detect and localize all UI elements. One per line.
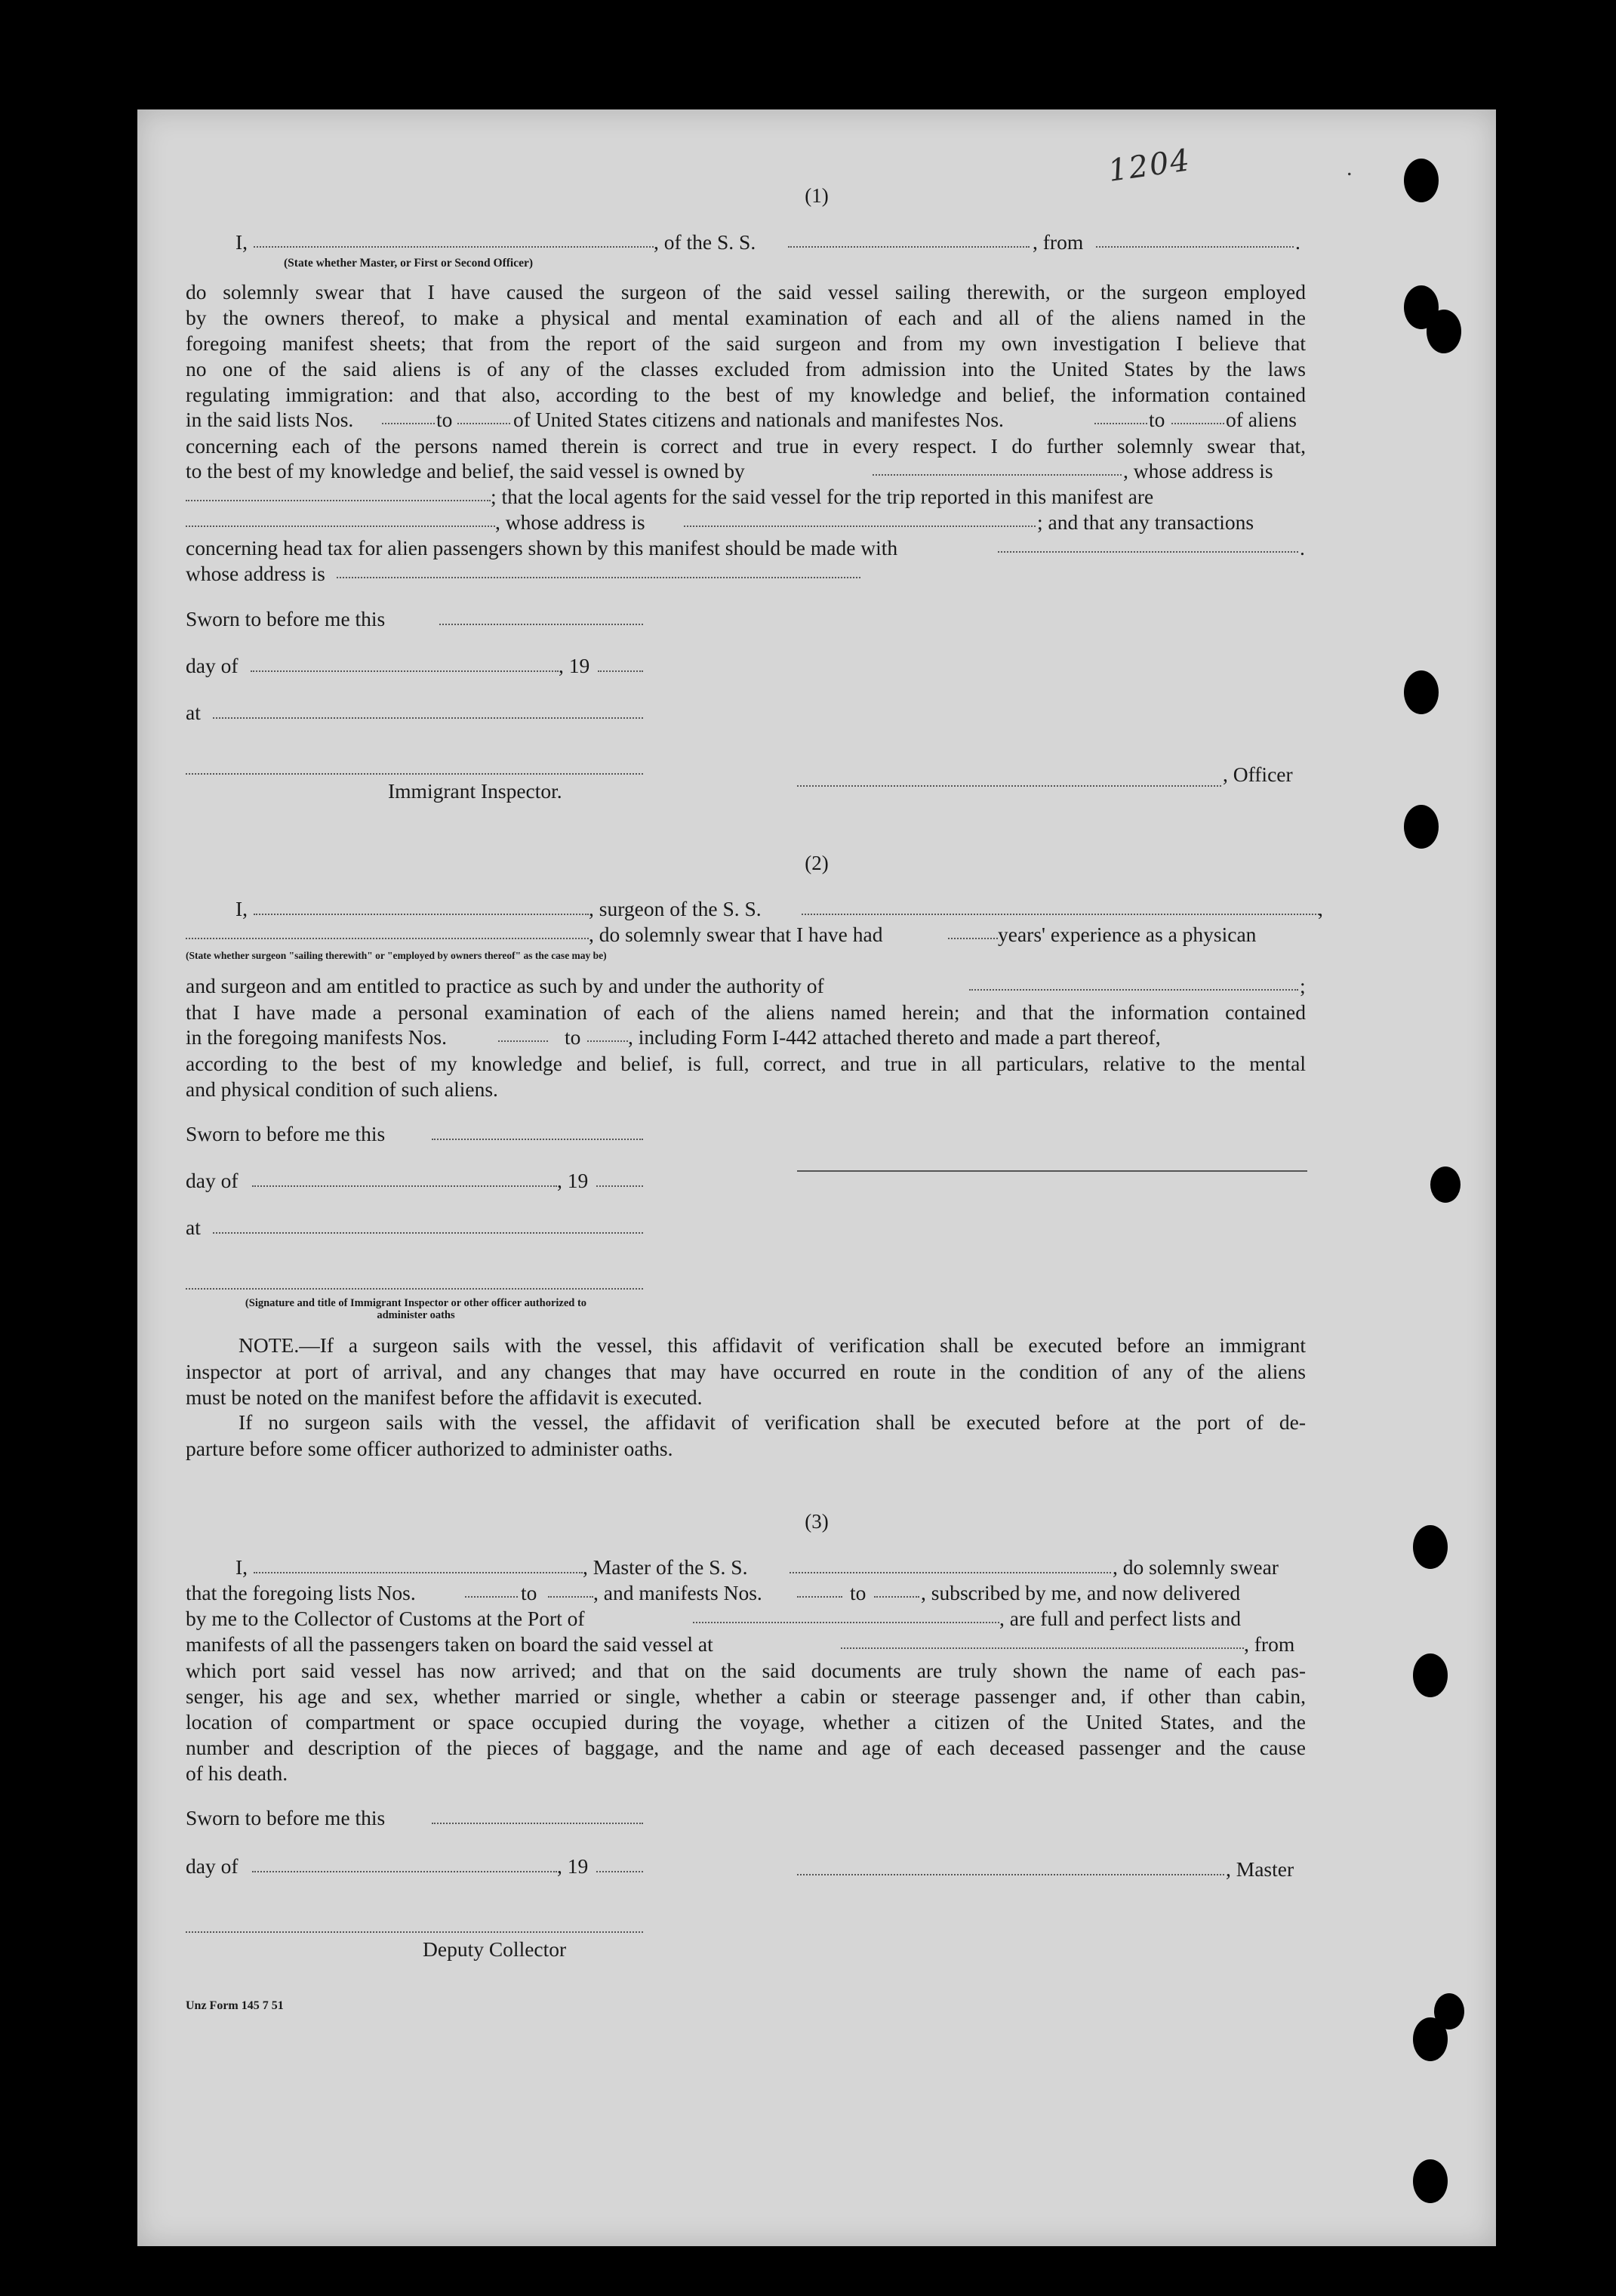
s3-manifests-to-blank[interactable]: [874, 1596, 919, 1598]
s2-capacity-blank[interactable]: [186, 938, 589, 939]
s2-caption: (State whether surgeon "sailing therewith" or "employed by owners thereof" as the case may be): [186, 950, 607, 961]
s1-officer-sig-blank[interactable]: [797, 785, 1221, 787]
s1-year-label: , 19: [559, 654, 590, 677]
s1-year-blank[interactable]: [598, 670, 643, 672]
s2-para-line: and physical condition of such aliens.: [186, 1077, 498, 1101]
s3-para-line: senger, his age and sex, whether married or single, whether a cabin or steerage passenger and, if other than cabin,: [186, 1684, 1306, 1708]
s1-officer-blank[interactable]: [254, 246, 654, 248]
s2-physican-label: years' experience as a physican: [998, 923, 1257, 946]
s1-para-line: do solemnly swear that I have caused the surgeon of the said vessel sailing therewith, or the surgeon employed: [186, 280, 1306, 304]
s3-year-label: , 19: [557, 1854, 589, 1878]
s1-at-label: at: [186, 701, 201, 724]
punch-hole: [1434, 1993, 1464, 2029]
s2-form-label: , including Form I-442 attached thereto and made a part thereof,: [628, 1025, 1161, 1049]
s1-lists-to-blank[interactable]: [457, 423, 510, 424]
s1-headtax-blank[interactable]: [998, 551, 1298, 553]
s3-deputy-label: Deputy Collector: [423, 1937, 567, 1961]
s1-transactions-label: ; and that any transactions: [1037, 510, 1254, 534]
s3-para-line: number and description of the pieces of baggage, and the name and age of each deceased passenger and the cause: [186, 1736, 1306, 1759]
s1-para-line: by the owners thereof, to make a physical and mental examination of each and all of the aliens named in the: [186, 306, 1306, 329]
s1-owner-blank[interactable]: [873, 474, 1122, 476]
s3-day-blank[interactable]: [252, 1871, 557, 1872]
s3-to-label: to: [521, 1581, 537, 1604]
ink-mark: .: [1347, 156, 1353, 180]
s1-dayof-label: day of: [186, 654, 239, 677]
s3-ship-blank[interactable]: [790, 1572, 1111, 1573]
s1-para-line: regulating immigration: and that also, according to the best of my knowledge and belief, the information contained: [186, 383, 1306, 406]
form-number: Unz Form 145 7 51: [186, 1999, 284, 2012]
s1-to-label-2: to: [1149, 408, 1165, 431]
s2-i-label: I,: [235, 897, 248, 920]
s3-manifests-label: , and manifests Nos.: [593, 1581, 762, 1604]
s2-sworn-blank[interactable]: [432, 1139, 643, 1140]
s3-para-line: location of compartment or space occupied during the voyage, whether a citizen of the United States, and the: [186, 1710, 1306, 1734]
s1-lists-from-blank[interactable]: [382, 423, 435, 424]
s2-comma: ,: [1318, 897, 1323, 920]
s3-ss-label: , Master of the S. S.: [583, 1555, 748, 1579]
s1-agents-address-label: , whose address is: [495, 510, 645, 534]
s2-authority-blank[interactable]: [969, 989, 1298, 991]
s2-years-label: , do solemnly swear that I have had: [589, 923, 883, 946]
note-line: If no surgeon sails with the vessel, the affidavit of verification shall be executed before at the port of de-: [239, 1410, 1306, 1434]
s2-manifests-to-blank[interactable]: [587, 1040, 628, 1042]
s3-port-label: by me to the Collector of Customs at the Port of: [186, 1607, 585, 1630]
s3-onboard-label: manifests of all the passengers taken on board the said vessel at: [186, 1632, 713, 1656]
s3-subscribed-label: , subscribed by me, and now delivered: [921, 1581, 1241, 1604]
s3-from-blank[interactable]: [841, 1647, 1244, 1649]
s2-authority-label: and surgeon and am entitled to practice as such by and under the authority of: [186, 974, 824, 997]
s2-year-label: , 19: [557, 1169, 589, 1192]
punch-hole: [1430, 1166, 1461, 1203]
s1-lists-label: in the said lists Nos.: [186, 408, 354, 431]
s3-collector-sig-blank[interactable]: [186, 1931, 643, 1933]
s1-para-line: foregoing manifest sheets; that from the report of the said surgeon and from my own investigation I believe that: [186, 331, 1306, 355]
s1-ship-blank[interactable]: [788, 246, 1030, 248]
s1-whose-address-label: whose address is: [186, 562, 325, 585]
s1-para-line: no one of the said aliens is of any of the classes excluded from admission into the United States by the laws: [186, 357, 1306, 381]
section-1-number: (1): [805, 184, 829, 207]
s3-sworn-blank[interactable]: [432, 1823, 643, 1824]
s2-year-blank[interactable]: [596, 1185, 643, 1187]
s2-years-blank[interactable]: [948, 938, 998, 939]
section-2-number: (2): [805, 852, 829, 874]
punch-hole: [1404, 670, 1439, 714]
punch-hole: [1427, 310, 1461, 353]
s1-agents-address-blank[interactable]: [684, 525, 1036, 527]
s2-to-label: to: [565, 1025, 581, 1049]
handwritten-annotation: 1204: [1106, 143, 1193, 189]
s1-agents-label: ; that the local agents for the said vessel for the trip reported in this manifest are: [491, 485, 1154, 508]
s1-inspector-label: Immigrant Inspector.: [388, 779, 562, 803]
punch-hole: [1404, 805, 1439, 849]
s2-manifests-from-blank[interactable]: [498, 1040, 548, 1042]
s1-officer-label: , Officer: [1223, 763, 1293, 786]
s1-inspector-sig-blank[interactable]: [186, 773, 643, 775]
s3-from-label: , from: [1244, 1632, 1295, 1656]
s2-para-line: according to the best of my knowledge and belief, is full, correct, and true in all particulars, relative to the mental: [186, 1052, 1306, 1075]
note-line: must be noted on the manifest before the affidavit is executed.: [186, 1385, 703, 1409]
s3-perfect-label: , are full and perfect lists and: [999, 1607, 1241, 1630]
s3-swear-label: , do solemnly swear: [1113, 1555, 1279, 1579]
s1-aliens-label: of aliens: [1226, 408, 1297, 431]
s2-dayof-label: day of: [186, 1169, 239, 1192]
s1-owner-address-blank[interactable]: [186, 500, 491, 501]
s1-citizens-label: of United States citizens and nationals and manifestes Nos.: [513, 408, 1004, 431]
s3-year-blank[interactable]: [596, 1871, 643, 1872]
s3-lists-to-blank[interactable]: [548, 1596, 593, 1598]
s1-to-label: to: [436, 408, 453, 431]
note-line: NOTE.—If a surgeon sails with the vessel, this affidavit of verification shall be executed before an immigrant: [239, 1333, 1306, 1357]
s3-para-line: which port said vessel has now arrived; and that on the said documents are truly shown the name of each pas-: [186, 1659, 1306, 1682]
s3-port-blank[interactable]: [693, 1622, 999, 1623]
s2-inspector-sig-blank[interactable]: [186, 1288, 643, 1290]
section-3-number: (3): [805, 1510, 829, 1533]
s1-i-label: I,: [235, 230, 248, 254]
s2-semicolon: ;: [1300, 974, 1306, 997]
s3-master-sig-blank[interactable]: [797, 1874, 1224, 1875]
s1-from-blank[interactable]: [1096, 246, 1294, 248]
s3-lists-from-blank[interactable]: [465, 1596, 518, 1598]
s1-caption: (State whether Master, or First or Second Officer): [284, 257, 534, 270]
s1-headtax-period: .: [1300, 536, 1305, 559]
s1-manifests-from-blank[interactable]: [1094, 423, 1147, 424]
s3-manifests-from-blank[interactable]: [797, 1596, 842, 1598]
s2-sworn-label: Sworn to before me this: [186, 1122, 386, 1145]
s3-dayof-label: day of: [186, 1854, 239, 1878]
punch-hole: [1413, 2159, 1448, 2203]
s3-sworn-label: Sworn to before me this: [186, 1806, 386, 1829]
s3-master-blank[interactable]: [254, 1572, 583, 1573]
s1-manifests-to-blank[interactable]: [1171, 423, 1224, 424]
s1-sworn-label: Sworn to before me this: [186, 607, 386, 630]
s1-agents-blank[interactable]: [186, 525, 495, 527]
s1-whose-address-blank[interactable]: [337, 577, 860, 578]
s1-from-label: , from: [1033, 230, 1084, 254]
s3-master-label: , Master: [1226, 1857, 1294, 1881]
s1-headtax-label: concerning head tax for alien passengers shown by this manifest should be made with: [186, 536, 898, 559]
s1-ss-label: , of the S. S.: [654, 230, 756, 254]
punch-hole: [1413, 1653, 1448, 1697]
s2-surgeon-blank[interactable]: [254, 914, 589, 915]
s2-day-blank[interactable]: [252, 1185, 557, 1187]
s1-para-line: concerning each of the persons named therein is correct and true in every respect. I do further solemnly swear that,: [186, 434, 1306, 458]
s3-para-line: of his death.: [186, 1761, 288, 1785]
s2-ship-blank[interactable]: [802, 914, 1319, 915]
s2-at-blank[interactable]: [213, 1232, 643, 1234]
s2-para-line: that I have made a personal examination of each of the aliens named herein; and that the information contained: [186, 1000, 1306, 1024]
s1-day-blank[interactable]: [251, 670, 559, 672]
s1-at-blank[interactable]: [213, 717, 643, 719]
s2-at-label: at: [186, 1216, 201, 1239]
s2-manifests-label: in the foregoing manifests Nos.: [186, 1025, 447, 1049]
s3-i-label: I,: [235, 1555, 248, 1579]
s1-period: .: [1295, 230, 1300, 254]
s1-owned-label: to the best of my knowledge and belief, the said vessel is owned by: [186, 459, 745, 482]
s1-address-label: , whose address is: [1123, 459, 1273, 482]
s3-lists-label: that the foregoing lists Nos.: [186, 1581, 416, 1604]
s3-to-label-2: to: [850, 1581, 866, 1604]
s2-ss-label: , surgeon of the S. S.: [589, 897, 762, 920]
s1-sworn-blank[interactable]: [439, 624, 643, 625]
s2-signature-line[interactable]: [797, 1170, 1307, 1172]
note-line: inspector at port of arrival, and any changes that may have occurred en route in the condition of any of the aliens: [186, 1360, 1306, 1383]
note-line: parture before some officer authorized to administer oaths.: [186, 1437, 673, 1460]
s2-sig-caption: (Signature and title of Immigrant Inspector or other officer authorized to administer oaths: [245, 1297, 587, 1321]
